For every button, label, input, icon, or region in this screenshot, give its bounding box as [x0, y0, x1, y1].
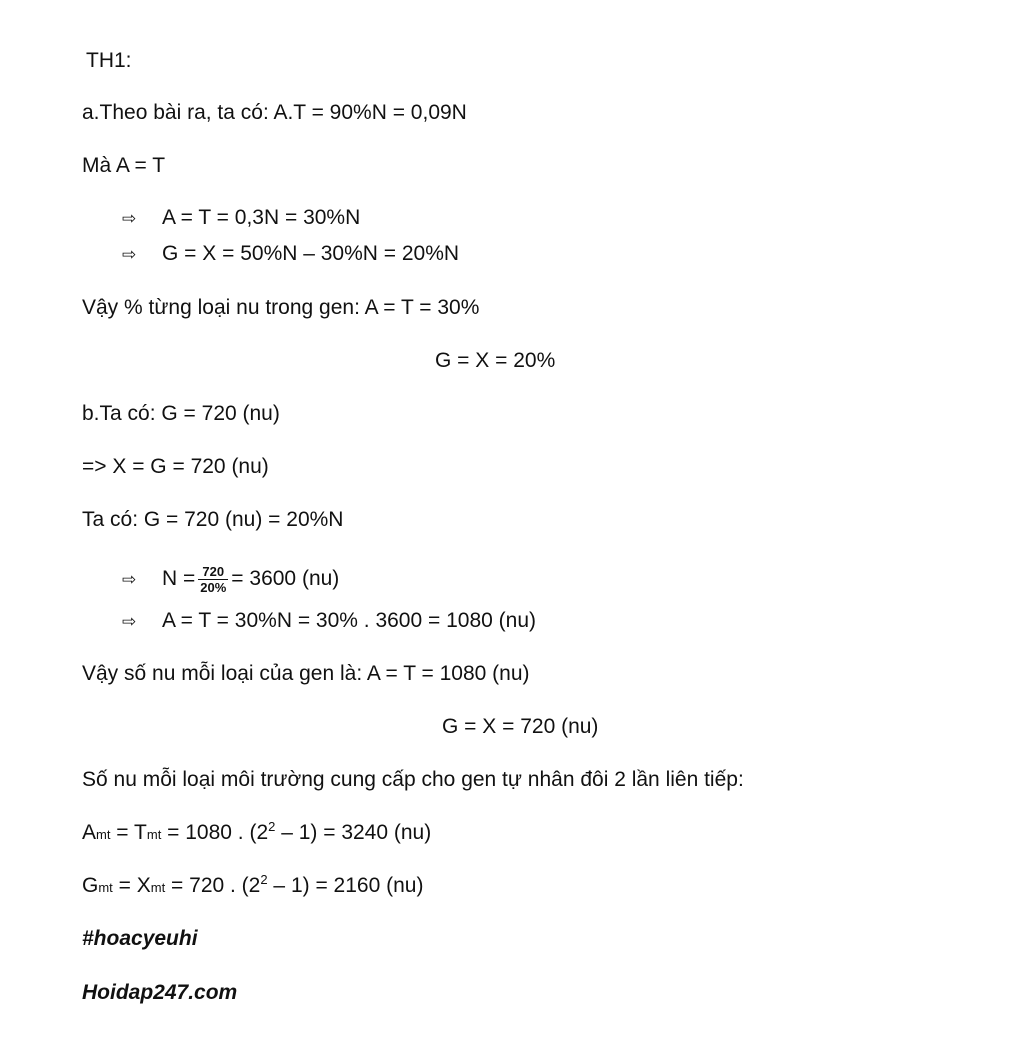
- part-a-conclusion-2: G = X = 20%: [435, 349, 556, 372]
- part-a-step2: [122, 241, 459, 268]
- subscript-mt: mt: [146, 827, 162, 842]
- heading-th1: TH1:: [86, 49, 132, 72]
- fraction-denominator: 20%: [200, 579, 227, 595]
- part-b-conclusion-2: G = X = 720 (nu): [442, 715, 599, 738]
- part-a-step1: [122, 205, 360, 232]
- step-text: A = T = 30%N = 30% . 3600 = 1080 (nu): [162, 609, 536, 632]
- arrow-right-icon: ⇨: [122, 570, 137, 590]
- equation-mid: = 1080 . (2: [161, 821, 269, 844]
- subscript-mt: mt: [98, 880, 113, 895]
- superscript-exponent: 2: [268, 819, 276, 834]
- part-b-conclusion-1: Vậy số nu mỗi loại của gen là: A = T = 1080 (nu): [82, 662, 530, 685]
- fraction: [198, 564, 228, 595]
- part-b-step-a: [122, 608, 536, 635]
- signature-hashtag: #hoacyeuhi: [82, 927, 198, 950]
- symbol-g: G: [82, 874, 99, 897]
- n-prefix: N =: [162, 567, 196, 590]
- equals-t: = T: [110, 821, 147, 844]
- env-at-equation: [82, 820, 431, 848]
- part-b-given: b.Ta có: G = 720 (nu): [82, 402, 280, 425]
- symbol-a: A: [82, 821, 97, 844]
- equation-rest: – 1) = 3240 (nu): [275, 821, 432, 844]
- equation-mid: = 720 . (2: [165, 874, 261, 897]
- part-b-relation: Ta có: G = 720 (nu) = 20%N: [82, 508, 344, 531]
- arrow-right-icon: ⇨: [122, 245, 137, 265]
- subscript-mt: mt: [150, 880, 166, 895]
- n-result: = 3600 (nu): [231, 567, 340, 590]
- arrow-right-icon: ⇨: [122, 612, 137, 632]
- env-intro: Số nu mỗi loại môi trường cung cấp cho gen tự nhân đôi 2 lần liên tiếp:: [82, 768, 744, 791]
- step-text: A = T = 0,3N = 30%N: [162, 206, 361, 229]
- part-a-conclusion-1: Vậy % từng loại nu trong gen: A = T = 30%: [82, 296, 480, 319]
- subscript-mt: mt: [96, 827, 111, 842]
- equals-x: = X: [112, 874, 151, 897]
- part-b-n-formula: [122, 560, 339, 599]
- equation-rest: – 1) = 2160 (nu): [267, 874, 424, 897]
- env-gx-equation: [82, 873, 423, 901]
- part-a-given: a.Theo bài ra, ta có: A.T = 90%N = 0,09N: [82, 101, 467, 124]
- part-a-relation: Mà A = T: [82, 154, 166, 177]
- superscript-exponent: 2: [260, 872, 268, 887]
- arrow-right-icon: ⇨: [122, 209, 137, 229]
- step-text: G = X = 50%N – 30%N = 20%N: [162, 242, 460, 265]
- signature-site: Hoidap247.com: [82, 981, 238, 1004]
- fraction-numerator: 720: [198, 564, 228, 580]
- part-b-implies: => X = G = 720 (nu): [82, 455, 269, 478]
